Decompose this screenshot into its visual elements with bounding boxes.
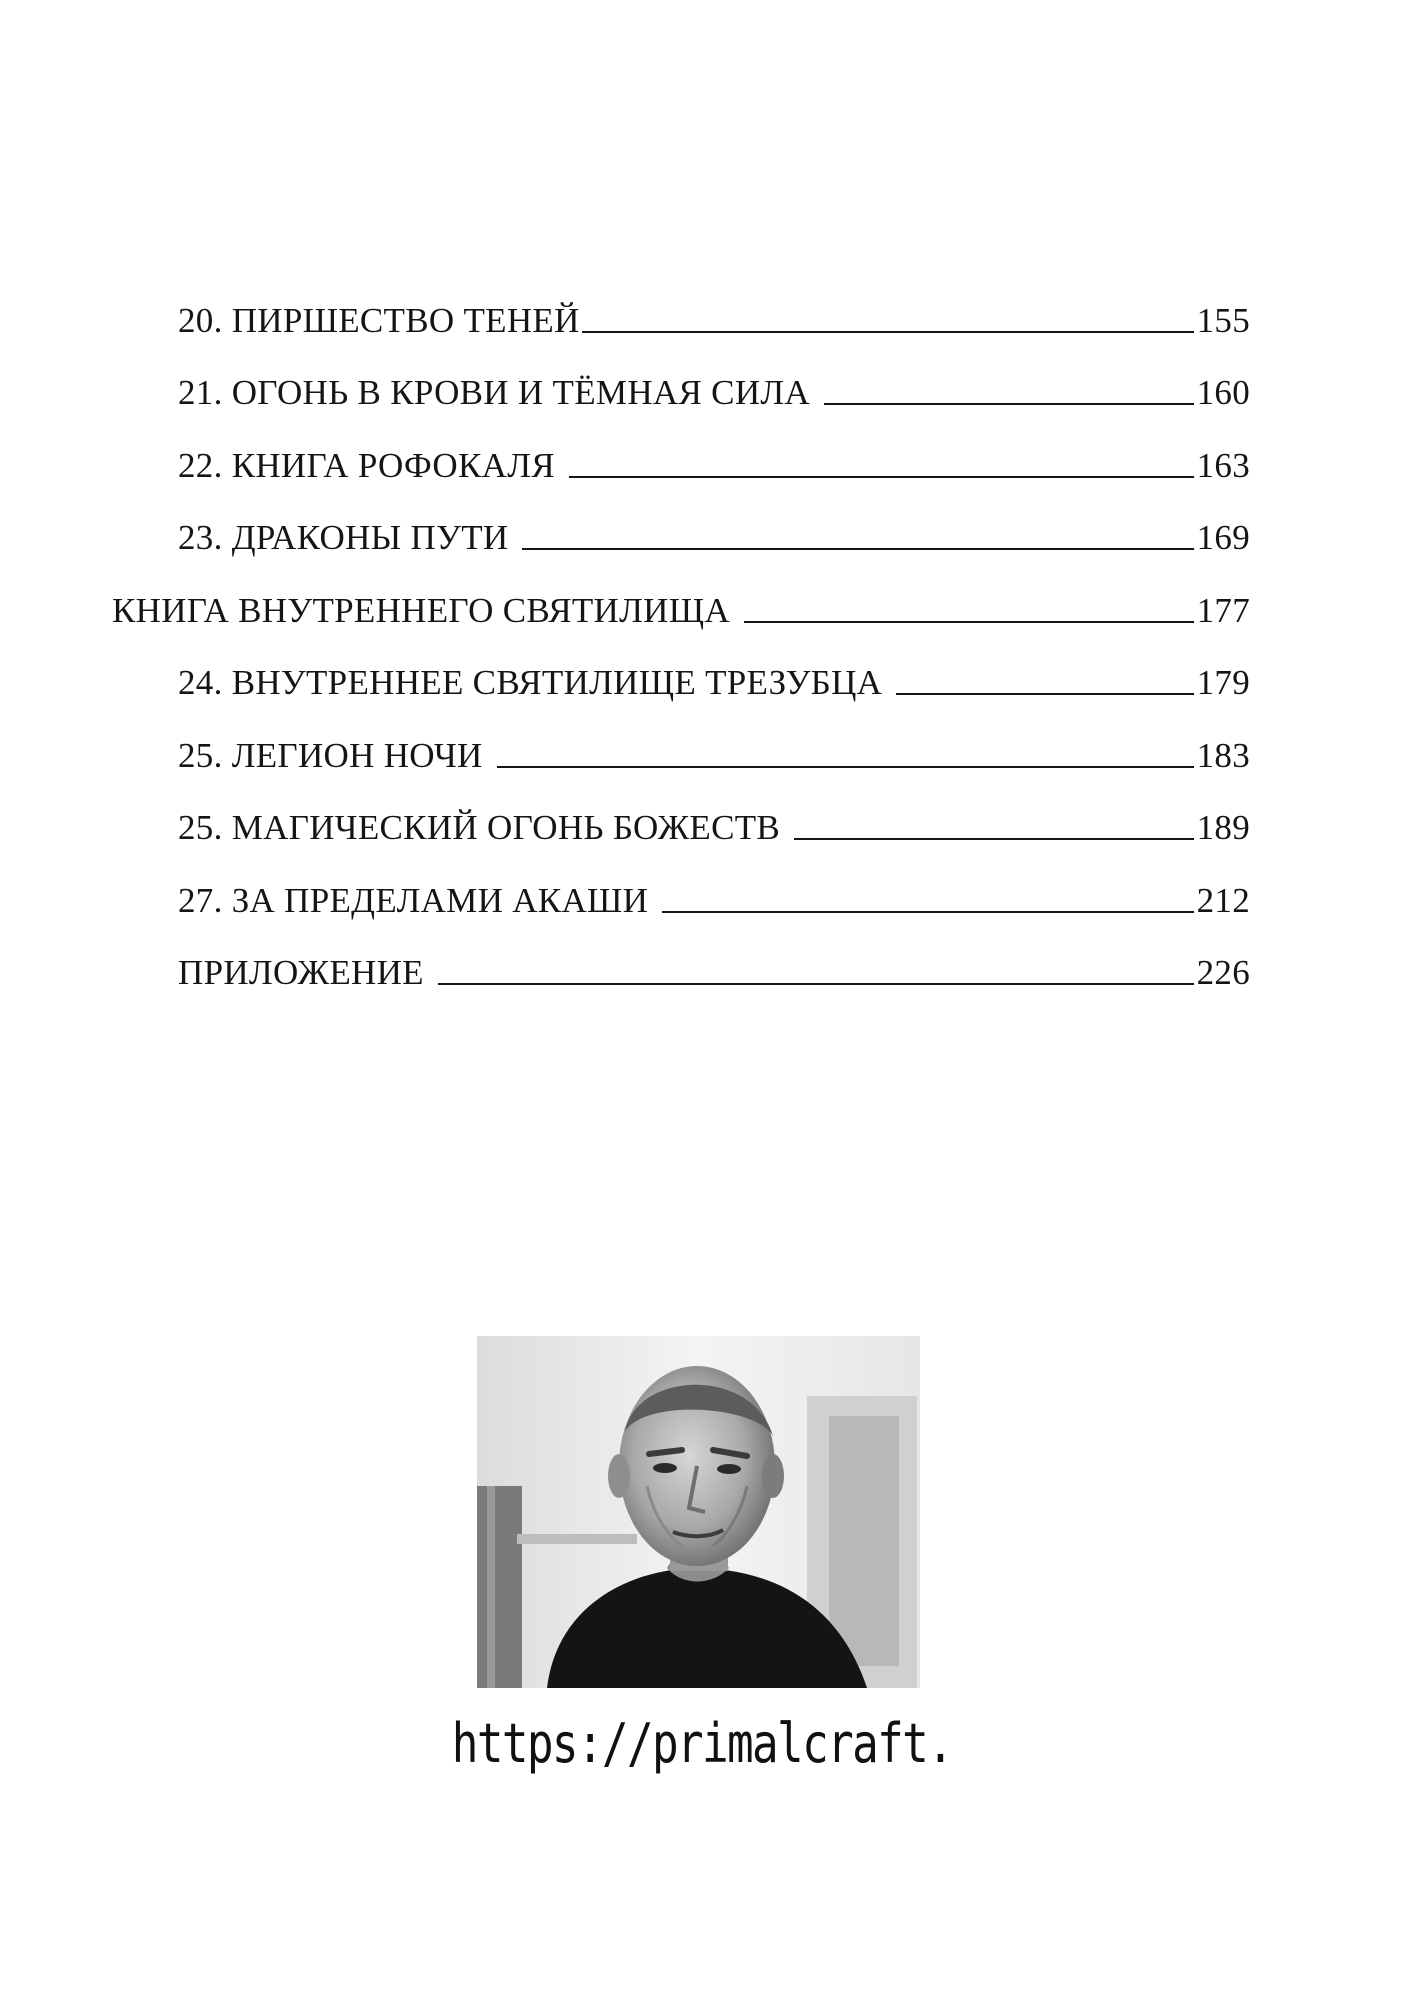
toc-entry-page: 189 bbox=[1196, 808, 1250, 847]
toc-entry bbox=[178, 725, 1250, 773]
toc-entry-title: КНИГА ВНУТРЕННЕГО СВЯТИЛИЩА bbox=[112, 591, 730, 630]
toc-leader-line bbox=[522, 547, 1194, 550]
toc-entry bbox=[178, 870, 1250, 918]
toc-entry-title: 20. ПИРШЕСТВО ТЕНЕЙ bbox=[178, 301, 580, 340]
toc-entry bbox=[178, 290, 1250, 338]
toc-entry-title: 25. МАГИЧЕСКИЙ ОГОНЬ БОЖЕСТВ bbox=[178, 808, 781, 847]
toc-entry bbox=[178, 942, 1250, 990]
toc-leader-line bbox=[744, 620, 1194, 623]
toc-entry-title: 22. КНИГА РОФОКАЛЯ bbox=[178, 446, 555, 485]
author-photo bbox=[477, 1336, 920, 1688]
footer-url: https://primalcraft. bbox=[451, 1712, 953, 1775]
toc-entry bbox=[178, 362, 1250, 410]
toc-entry-page: 163 bbox=[1196, 446, 1250, 485]
toc-entry-title: 21. ОГОНЬ В КРОВИ И ТЁМНАЯ СИЛА bbox=[178, 373, 811, 412]
toc-entry bbox=[178, 435, 1250, 483]
toc-entry-page: 183 bbox=[1196, 736, 1250, 775]
toc-leader-line bbox=[497, 765, 1194, 768]
toc-entry-title: 25. ЛЕГИОН НОЧИ bbox=[178, 736, 483, 775]
toc-entry bbox=[178, 507, 1250, 555]
toc-entry-page: 169 bbox=[1196, 518, 1250, 557]
toc-entry-title: 23. ДРАКОНЫ ПУТИ bbox=[178, 518, 509, 557]
toc-leader-line bbox=[824, 402, 1194, 405]
toc-entry-title: 27. ЗА ПРЕДЕЛАМИ АКАШИ bbox=[178, 881, 649, 920]
toc-entry-title: ПРИЛОЖЕНИЕ bbox=[178, 953, 424, 992]
toc-leader-line bbox=[896, 692, 1194, 695]
toc-entry-page: 179 bbox=[1196, 663, 1250, 702]
toc-leader-line bbox=[662, 910, 1194, 913]
toc-leader-line bbox=[438, 982, 1194, 985]
toc-entry-page: 226 bbox=[1196, 953, 1250, 992]
toc-entry-page: 155 bbox=[1196, 301, 1250, 340]
toc-entry bbox=[178, 797, 1250, 845]
toc-leader-line bbox=[569, 475, 1194, 478]
toc-leader-line bbox=[794, 837, 1194, 840]
toc-entry-page: 212 bbox=[1196, 881, 1250, 920]
toc-leader-line bbox=[582, 330, 1194, 333]
toc-section-entry bbox=[112, 580, 1250, 628]
toc-entry-page: 177 bbox=[1196, 591, 1250, 630]
toc-entry-title: 24. ВНУТРЕННЕЕ СВЯТИЛИЩЕ ТРЕЗУБЦА bbox=[178, 663, 883, 702]
author-portrait-icon bbox=[477, 1336, 920, 1688]
toc-entry-page: 160 bbox=[1196, 373, 1250, 412]
toc-entry bbox=[178, 652, 1250, 700]
